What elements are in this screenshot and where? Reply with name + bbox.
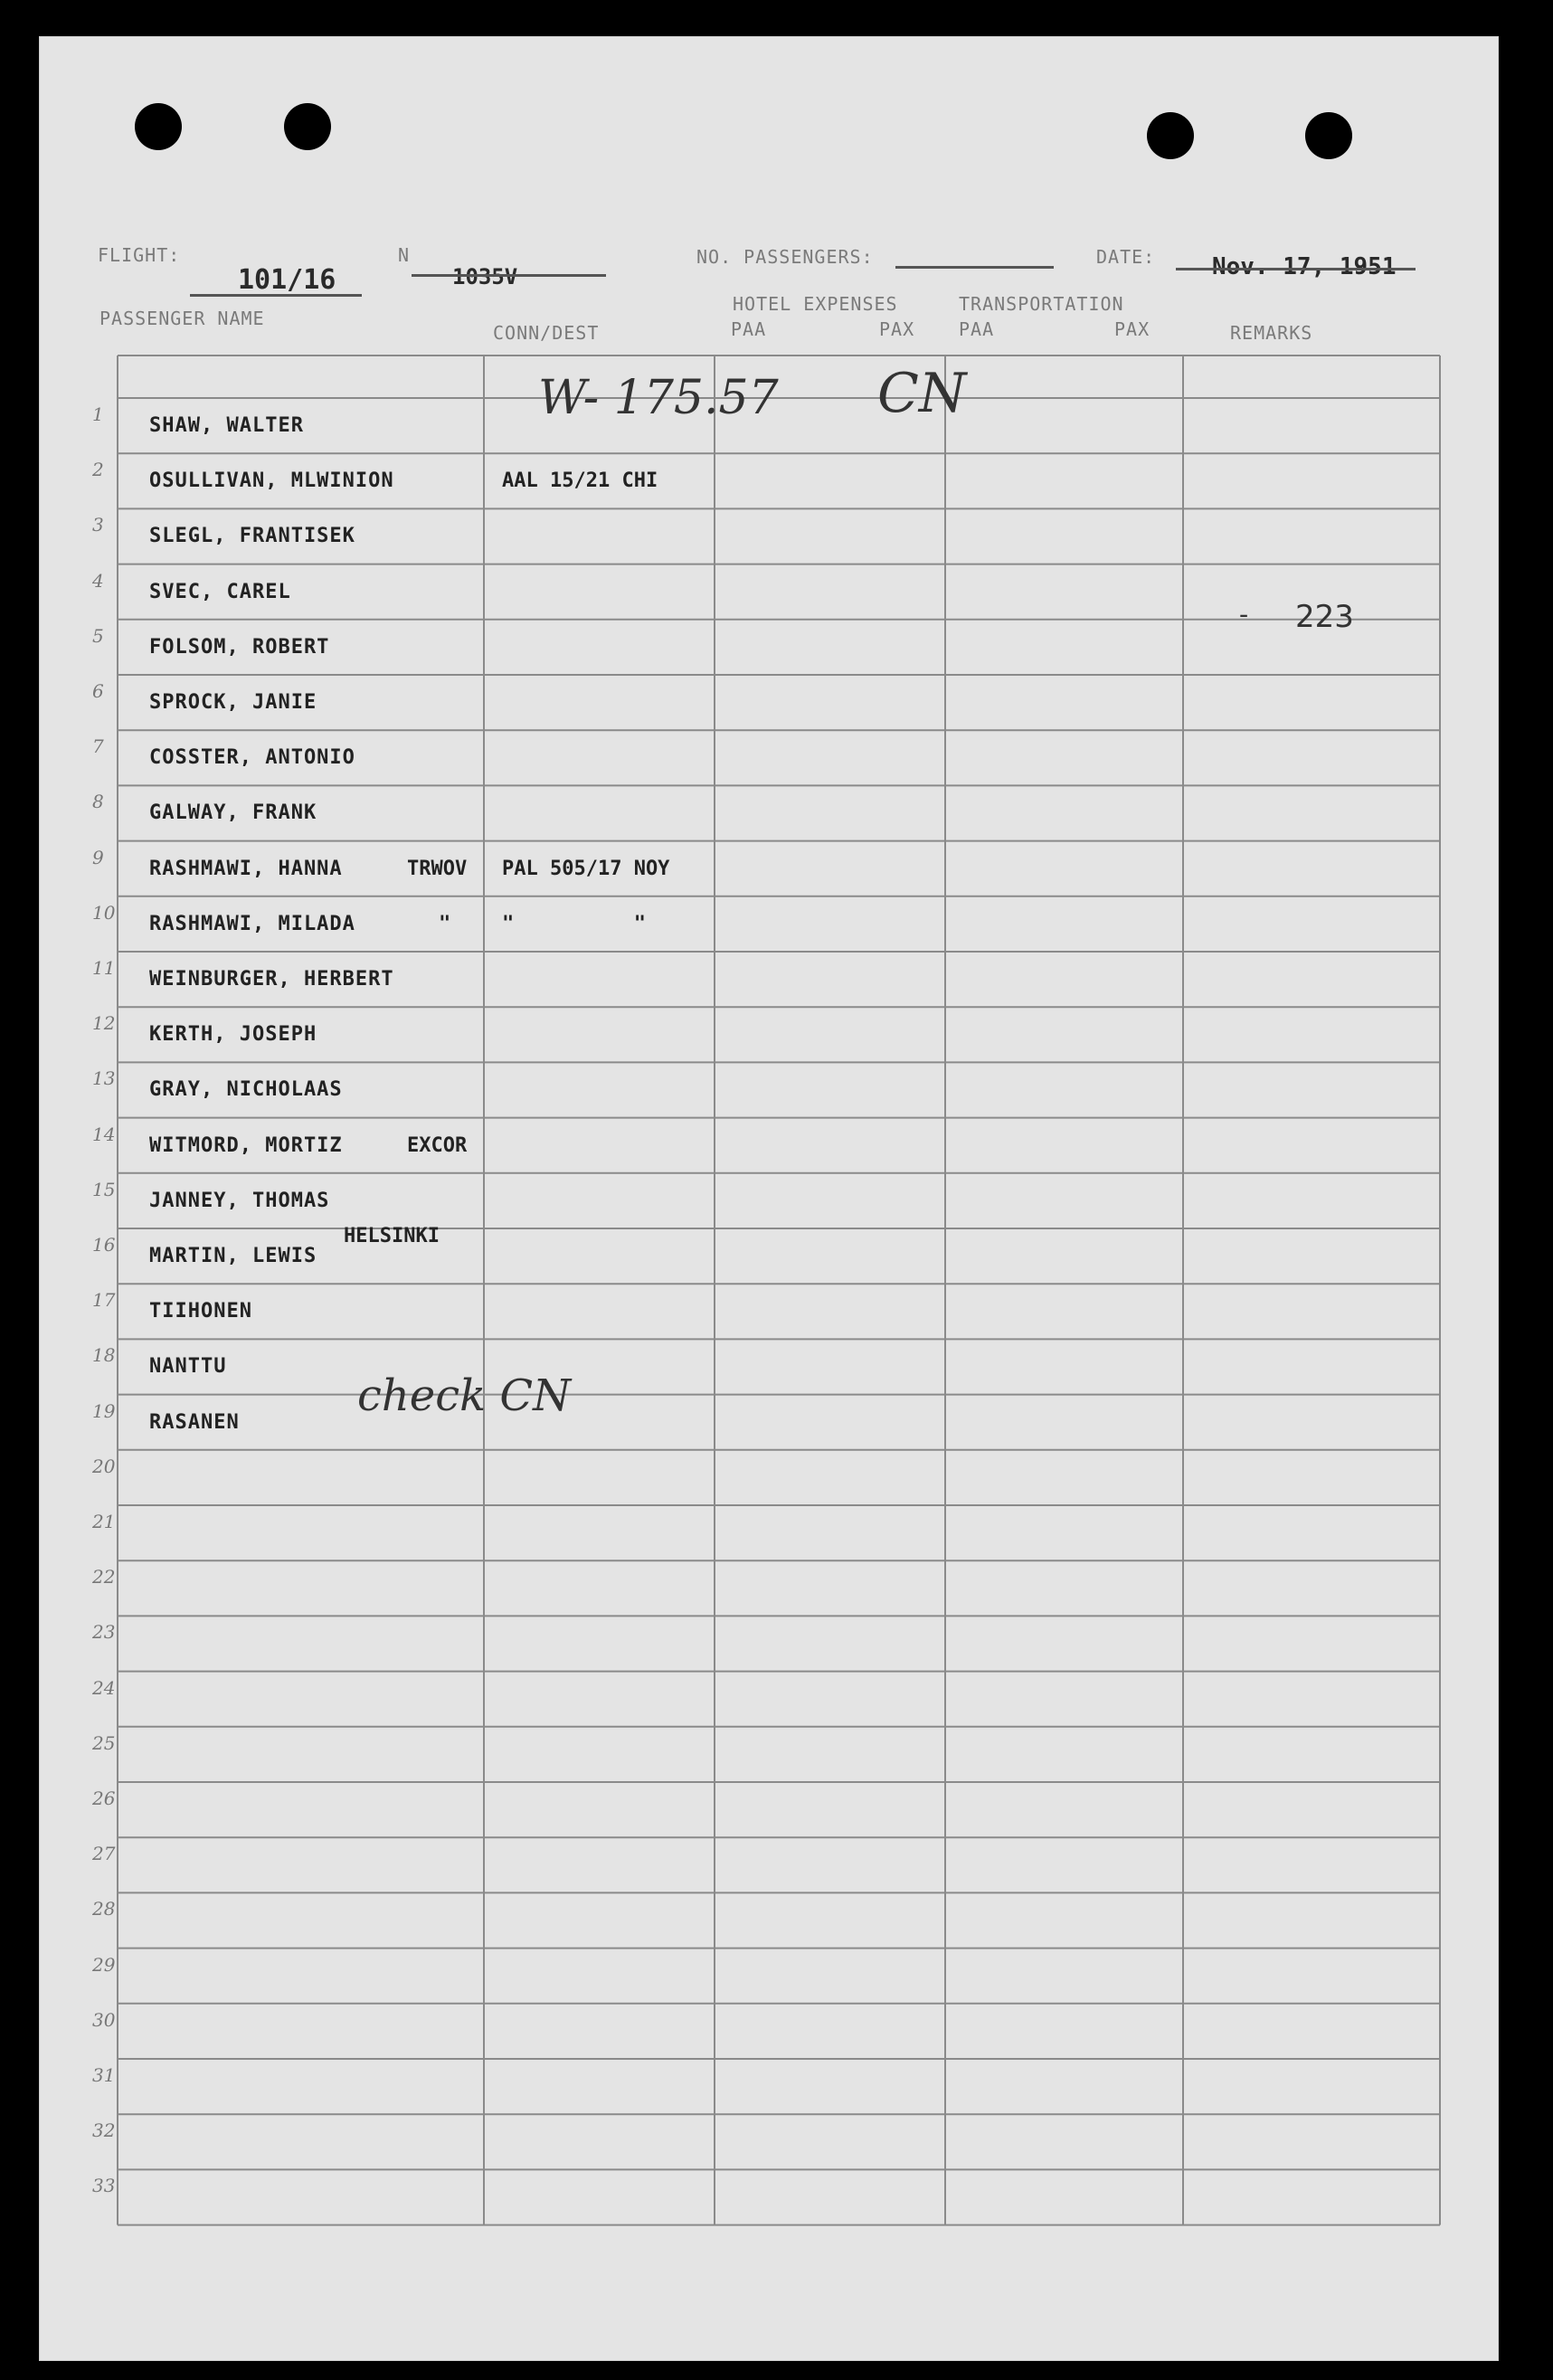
row-number: 30	[92, 2008, 116, 2031]
flight-number: 101/16	[238, 264, 336, 296]
passenger-name: SHAW, WALTER	[149, 414, 304, 437]
aircraft-number: 1035V	[452, 264, 518, 289]
n-label: N	[398, 244, 411, 266]
remarks-dash: -	[1239, 599, 1249, 631]
row-number: 7	[92, 735, 104, 758]
passenger-name: WEINBURGER, HERBERT	[149, 968, 394, 991]
passenger-name: SVEC, CAREL	[149, 580, 291, 603]
passenger-note: "	[439, 912, 451, 935]
passenger-name: GRAY, NICHOLAAS	[149, 1078, 343, 1102]
row-number: 17	[92, 1289, 116, 1312]
flight-label: FLIGHT:	[98, 244, 181, 266]
handwritten-check: check CN	[357, 1370, 572, 1421]
col-passenger-name: PASSENGER NAME	[99, 308, 265, 329]
row-number: 27	[92, 1843, 116, 1865]
row-number: 10	[92, 901, 116, 924]
row-number: 23	[92, 1621, 116, 1644]
date-value: Nov. 17, 1951	[1212, 253, 1397, 280]
passenger-name: COSSTER, ANTONIO	[149, 746, 355, 770]
row-number: 4	[92, 569, 104, 592]
passenger-name: MARTIN, LEWIS	[149, 1245, 317, 1267]
handwritten-amount: W- 175.57	[538, 371, 779, 425]
row-number: 15	[92, 1178, 116, 1200]
remarks-number: 223	[1295, 599, 1354, 635]
passenger-name: SPROCK, JANIE	[149, 691, 317, 714]
row-number: 20	[92, 1455, 116, 1477]
row-number: 13	[92, 1067, 116, 1090]
col-hotel-pax: PAX	[879, 318, 915, 340]
passenger-name: NANTTU	[149, 1355, 227, 1379]
col-hotel-paa: PAA	[731, 318, 767, 340]
row-number: 25	[92, 1731, 116, 1754]
col-trans-pax: PAX	[1114, 318, 1151, 340]
passengers-label: NO. PASSENGERS:	[696, 246, 874, 268]
row-number: 24	[92, 1676, 116, 1699]
row-number: 22	[92, 1566, 116, 1588]
handwritten-cn: CN	[877, 362, 967, 425]
row-number: 12	[92, 1012, 116, 1035]
col-transportation: TRANSPORTATION	[959, 293, 1124, 315]
row-number: 8	[92, 791, 104, 813]
row-number: 1	[92, 403, 104, 425]
row-number: 32	[92, 2119, 116, 2142]
passenger-name: TIIHONEN	[149, 1300, 252, 1323]
connection-dest: PAL 505/17 NOY	[502, 857, 670, 880]
passenger-name: JANNEY, THOMAS	[149, 1189, 330, 1212]
row-number: 29	[92, 1953, 116, 1976]
passenger-note: EXCOR	[407, 1133, 468, 1157]
col-conn-dest: CONN/DEST	[493, 322, 600, 344]
passenger-name: RASANEN	[149, 1410, 240, 1434]
row-number: 31	[92, 2064, 116, 2086]
col-trans-paa: PAA	[959, 318, 995, 340]
passenger-note: TRWOV	[407, 857, 468, 880]
passenger-name: WITMORD, MORTIZ	[149, 1133, 343, 1157]
col-hotel-expenses: HOTEL EXPENSES	[733, 293, 898, 315]
row-number: 9	[92, 846, 104, 868]
row-number: 26	[92, 1787, 116, 1809]
row-number: 11	[92, 957, 116, 979]
row-number: 28	[92, 1898, 116, 1920]
row-number: 2	[92, 459, 104, 481]
row-number: 21	[92, 1511, 116, 1532]
passenger-name: RASHMAWI, HANNA	[149, 857, 343, 880]
row-number: 33	[92, 2175, 116, 2197]
passenger-name: OSULLIVAN, MLWINION	[149, 469, 394, 493]
passenger-name: GALWAY, FRANK	[149, 801, 317, 825]
passenger-name: KERTH, JOSEPH	[149, 1023, 317, 1047]
connection-dest: AAL 15/21 CHI	[502, 469, 658, 493]
col-remarks: REMARKS	[1230, 322, 1313, 344]
row-number: 16	[92, 1234, 116, 1256]
connection-dest: " "	[502, 912, 646, 935]
row-number: 18	[92, 1344, 116, 1367]
passenger-name: FOLSOM, ROBERT	[149, 635, 330, 659]
passenger-name: RASHMAWI, MILADA	[149, 912, 355, 935]
row-number: 3	[92, 514, 104, 536]
row-number: 5	[92, 624, 104, 647]
row-number: 6	[92, 680, 104, 702]
date-label: DATE:	[1096, 246, 1156, 268]
passenger-name: SLEGL, FRANTISEK	[149, 525, 355, 548]
passenger-note: HELSINKI	[344, 1225, 440, 1247]
row-number: 19	[92, 1399, 116, 1422]
row-number: 14	[92, 1123, 116, 1145]
